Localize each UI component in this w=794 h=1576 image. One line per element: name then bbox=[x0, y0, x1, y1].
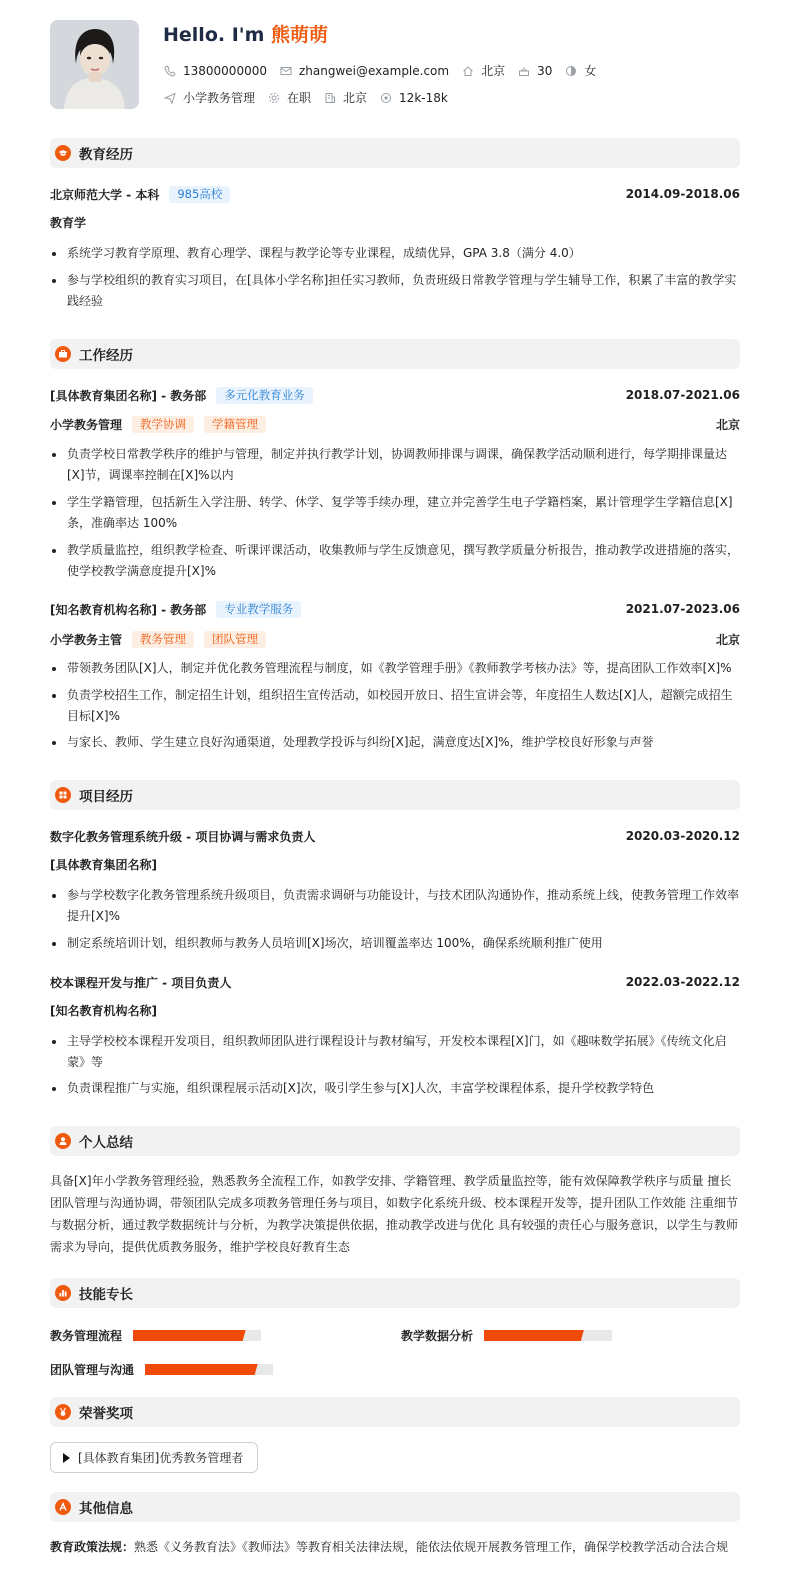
summary-text: 具备[X]年小学教务管理经验，熟悉教务全流程工作，如教学安排、学籍管理、教学质量监控等，能有效保障教学秩序与质量 擅长团队管理与沟通协调，带领团队完成多项教务管理任务与项目，如数字化系统升级、校本课程开发等，提升团队工作效能 注重细节与数据分析，通过教学数据统计与分析，为教学决策提供依据，推动教学改进与优化 具有较强的责任心与服务意识，以学生与教师需求为导向，提供优质教务服务，维护学校良好教育生态 bbox=[50, 1174, 738, 1254]
work-city-text: 北京 bbox=[343, 91, 368, 105]
job-intent-row bbox=[163, 89, 460, 106]
gear-icon bbox=[267, 91, 281, 105]
project-bullet: 负责课程推广与实施，组织课程展示活动[X]次，吸引学生参与[X]人次，丰富学校课程体系，提升学校教学特色 bbox=[50, 1078, 740, 1099]
section-summary bbox=[50, 1126, 740, 1156]
city-text: 北京 bbox=[481, 64, 506, 78]
project-title: 数字化教务管理系统升级 - 项目协调与需求负责人 bbox=[50, 829, 316, 844]
work-location: 北京 bbox=[715, 417, 740, 432]
other-info-text: 熟悉《义务教育法》《教师法》等教育相关法律法规，能依法依规开展教务管理工作，确保学校教学活动合法合规 bbox=[134, 1540, 729, 1554]
cake-icon bbox=[517, 64, 531, 78]
award-item[interactable] bbox=[50, 1442, 258, 1473]
greeting-title bbox=[163, 20, 328, 47]
resume-header bbox=[50, 0, 740, 120]
section-awards bbox=[50, 1397, 740, 1427]
city-item bbox=[461, 62, 505, 79]
education-header-row bbox=[50, 185, 740, 203]
section-title: 荣誉奖项 bbox=[79, 1406, 133, 1422]
work-role-row bbox=[50, 630, 740, 648]
skill-item bbox=[401, 1327, 612, 1344]
company-tag: 专业教学服务 bbox=[216, 601, 301, 618]
skill-item bbox=[50, 1361, 273, 1378]
greeting-prefix: Hello. I'm bbox=[163, 24, 271, 46]
send-icon bbox=[163, 91, 177, 105]
project-org: [知名教育机构名称] bbox=[50, 1004, 157, 1018]
project-header-row bbox=[50, 973, 740, 991]
role-tag: 教务管理 bbox=[132, 631, 194, 648]
education-bullet: 系统学习教育学原理、教育心理学、课程与教学论等专业课程，成绩优异，GPA 3.8（满分 4.0） bbox=[50, 243, 740, 264]
work-header-row bbox=[50, 386, 740, 404]
coin-icon bbox=[379, 91, 393, 105]
project-period: 2022.03-2022.12 bbox=[625, 975, 740, 989]
company-name: [知名教育机构名称] - 教务部 bbox=[50, 602, 207, 617]
age-item bbox=[517, 64, 552, 78]
resume-page bbox=[50, 0, 740, 1554]
work-header-row bbox=[50, 600, 740, 618]
project-period: 2020.03-2020.12 bbox=[625, 829, 740, 843]
phone-icon bbox=[163, 64, 177, 78]
section-title: 教育经历 bbox=[79, 147, 133, 163]
gender-icon bbox=[564, 64, 578, 78]
work-city-item bbox=[323, 89, 367, 106]
project-header-row bbox=[50, 827, 740, 845]
briefcase-icon bbox=[55, 346, 71, 362]
company-name: [具体教育集团名称] - 教务部 bbox=[50, 388, 207, 403]
skill-bar-fill bbox=[133, 1330, 246, 1341]
gender-item bbox=[564, 62, 596, 79]
skill-bar bbox=[484, 1330, 612, 1341]
skill-bar-fill bbox=[145, 1364, 258, 1375]
school-name: 北京师范大学 - 本科 bbox=[50, 187, 160, 202]
position-item bbox=[163, 89, 255, 106]
work-period: 2018.07-2021.06 bbox=[625, 388, 740, 402]
user-icon bbox=[55, 1133, 71, 1149]
section-title: 技能专长 bbox=[79, 1287, 133, 1303]
work-bullet: 与家长、教师、学生建立良好沟通渠道，处理教学投诉与纠纷[X]起，满意度达[X]%，维护学校良好形象与声誉 bbox=[50, 732, 740, 753]
section-other bbox=[50, 1492, 740, 1522]
education-major: 教育学 bbox=[50, 216, 87, 230]
other-info-line bbox=[50, 1538, 740, 1555]
section-title: 个人总结 bbox=[79, 1135, 133, 1151]
candidate-name: 熊萌萌 bbox=[271, 24, 329, 46]
grid-icon bbox=[55, 787, 71, 803]
section-title: 项目经历 bbox=[79, 789, 133, 805]
info-icon bbox=[55, 1499, 71, 1515]
section-projects bbox=[50, 780, 740, 810]
skill-name: 团队管理与沟通 bbox=[50, 1363, 135, 1377]
salary-item bbox=[379, 91, 448, 105]
work-period: 2021.07-2023.06 bbox=[625, 602, 740, 616]
avatar bbox=[50, 20, 139, 109]
salary-text: 12k-18k bbox=[399, 90, 448, 105]
other-info-label: 教育政策法规： bbox=[50, 1540, 135, 1554]
age-text: 30 bbox=[537, 63, 553, 78]
education-bullet: 参与学校组织的教育实习项目，在[具体小学名称]担任实习教师，负责班级日常教学管理与学生辅导工作，积累了丰富的教学实践经验 bbox=[50, 270, 740, 312]
work-bullet: 学生学籍管理，包括新生入学注册、转学、休学、复学等手续办理，建立并完善学生电子学籍档案，累计管理学生学籍信息[X]条，准确率达 100% bbox=[50, 492, 740, 534]
position-text: 小学教务管理 bbox=[183, 91, 256, 105]
project-bullet: 主导学校校本课程开发项目，组织教师团队进行课程设计与教材编写，开发校本课程[X]门，如《趣味数学拓展》《传统文化启蒙》等 bbox=[50, 1031, 740, 1073]
graduation-cap-icon bbox=[55, 145, 71, 161]
section-skills bbox=[50, 1278, 740, 1308]
project-org: [具体教育集团名称] bbox=[50, 858, 157, 872]
role-tag: 教学协调 bbox=[132, 416, 194, 433]
section-title: 工作经历 bbox=[79, 348, 133, 364]
mail-icon bbox=[279, 64, 293, 78]
home-icon bbox=[461, 64, 475, 78]
bar-chart-icon bbox=[55, 1285, 71, 1301]
work-role-row bbox=[50, 415, 740, 433]
section-work bbox=[50, 339, 740, 369]
medal-icon bbox=[55, 1404, 71, 1420]
contact-row bbox=[163, 62, 608, 79]
work-location: 北京 bbox=[715, 632, 740, 647]
work-bullet: 负责学校日常教学秩序的维护与管理，制定并执行教学计划，协调教师排课与调课，确保教学活动顺利进行，每学期排课量达[X]节，调课率控制在[X]%以内 bbox=[50, 444, 740, 486]
skill-bar-fill bbox=[484, 1330, 584, 1341]
skill-bar bbox=[145, 1364, 273, 1375]
education-period: 2014.09-2018.06 bbox=[625, 187, 740, 201]
section-education bbox=[50, 138, 740, 168]
project-bullet: 参与学校数字化教务管理系统升级项目，负责需求调研与功能设计，与技术团队沟通协作，推动系统上线，使教务管理工作效率提升[X]% bbox=[50, 885, 740, 927]
role-title: 小学教务主管 bbox=[50, 632, 123, 647]
phone-item bbox=[163, 64, 267, 78]
skill-name: 教务管理流程 bbox=[50, 1329, 123, 1343]
work-bullet: 带领教务团队[X]人，制定并优化教务管理流程与制度，如《教学管理手册》《教师教学考核办法》等，提高团队工作效率[X]% bbox=[50, 658, 740, 679]
project-bullet: 制定系统培训计划，组织教师与教务人员培训[X]场次，培训覆盖率达 100%，确保系统顺利推广使用 bbox=[50, 933, 740, 954]
role-title: 小学教务管理 bbox=[50, 417, 123, 432]
section-title: 其他信息 bbox=[79, 1501, 133, 1517]
skill-item bbox=[50, 1327, 261, 1344]
gender-text: 女 bbox=[584, 64, 597, 78]
skill-bar bbox=[133, 1330, 261, 1341]
school-tag: 985高校 bbox=[169, 186, 230, 203]
role-tag: 团队管理 bbox=[204, 631, 266, 648]
project-title: 校本课程开发与推广 - 项目负责人 bbox=[50, 975, 232, 990]
award-text: [具体教育集团]优秀教务管理者 bbox=[78, 1451, 244, 1465]
building-icon bbox=[323, 91, 337, 105]
status-item bbox=[267, 89, 311, 106]
work-bullet: 教学质量监控，组织教学检查、听课评课活动，收集教师与学生反馈意见，撰写教学质量分析报告，推动教学改进措施的落实，使学校教学满意度提升[X]% bbox=[50, 540, 740, 582]
status-text: 在职 bbox=[287, 91, 312, 105]
phone-text: 13800000000 bbox=[183, 63, 267, 78]
email-item bbox=[279, 64, 449, 78]
role-tag: 学籍管理 bbox=[204, 416, 266, 433]
company-tag: 多元化教育业务 bbox=[216, 387, 313, 404]
play-triangle-icon bbox=[63, 1453, 70, 1463]
work-bullet: 负责学校招生工作，制定招生计划，组织招生宣传活动，如校园开放日、招生宣讲会等，年度招生人数达[X]人，超额完成招生目标[X]% bbox=[50, 685, 740, 727]
email-text: zhangwei@example.com bbox=[298, 63, 450, 78]
skill-name: 教学数据分析 bbox=[401, 1329, 474, 1343]
